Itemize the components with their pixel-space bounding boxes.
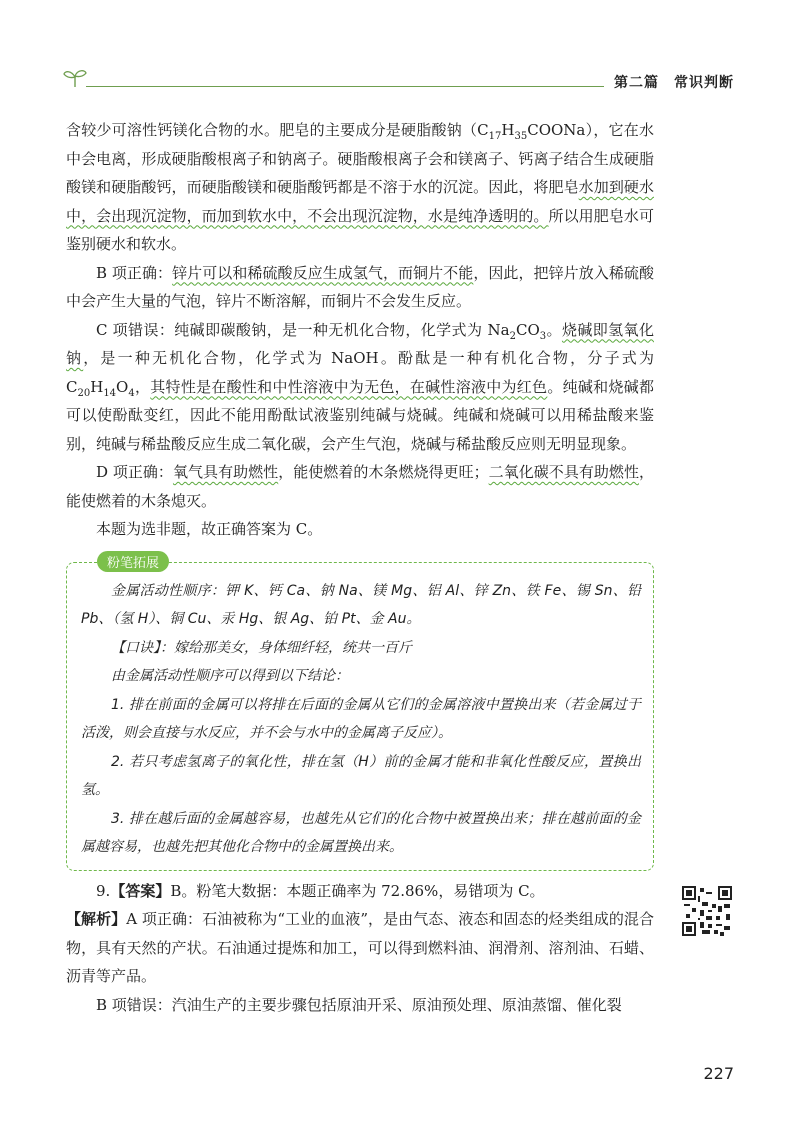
paragraph-soap: 含较少可溶性钙镁化合物的水。肥皂的主要成分是硬脂酸钠$(C_{17}H_{35}COONa)$，它在水中会电离，形成硬脂酸根离子和钠离子。硬脂酸根离子会和镁离子、钙离子结合生成硬脂酸镁和硬脂酸钙，而硬脂酸镁和硬脂酸钙都是不溶于水的沉淀。因此，将肥皂水加到硬水中，会出现沉淀物，而加到软水中，不会出现沉淀物，水是纯净透明的。所以用肥皂水可鉴别硬水和软水。 [66, 121, 655, 253]
section-title: 第二篇 常识判断 [614, 75, 734, 91]
box-line-rule-1: 1. 排在前面的金属可以将排在后面的金属从它们的金属溶液中置换出来（若金属过于活泼，则会直接与水反应，并不会与水中的金属离子反应）。 [81, 696, 641, 741]
extension-badge: 粉笔拓展 [97, 551, 169, 572]
qr-code-icon [682, 886, 732, 936]
paragraph-option-b: B 项正确：锌片可以和稀硫酸反应生成氢气，而铜片不能，因此，把锌片放入稀硫酸中会产生大量的气泡，锌片不断溶解，而铜片不会发生反应。 [66, 263, 654, 310]
page-number: 227 [703, 1064, 734, 1083]
question-9-option-b: B 项错误：汽油生产的主要步骤包括原油开采、原油预处理、原油蒸馏、催化裂 [96, 995, 622, 1014]
header-rule [86, 86, 604, 87]
paragraph-option-c: C 项错误：纯碱即碳酸钠，是一种无机化合物，化学式为 $Na_2CO_3$。烧碱即氢氧化钠，是一种无机化合物，化学式为 NaOH。酚酞是一种有机化合物，分子式为 $C_{20}H_{14}O_4$，其特性是在酸性和中性溶液中为无色，在碱性溶液中为红色。纯碱和烧碱都可以使酚酞变红，因此不能用酚酞试液鉴别纯碱与烧碱。纯碱和烧碱可以用稀盐酸来鉴别，纯碱与稀盐酸反应生成二氧化碳，会产生气泡，烧碱与稀盐酸反应则无明显现象。 [66, 320, 654, 453]
box-line-rule-3: 3. 排在越后面的金属越容易，也越先从它们的化合物中被置换出来；排在越前面的金属越容易，也越先把其他化合物中的金属置换出来。 [81, 810, 641, 855]
paragraph-answer: 本题为选非题，故正确答案为 C。 [96, 520, 323, 538]
question-9-analysis: 【解析】A 项正确：石油被称为“工业的血液”，是由气态、液态和固态的烃类组成的混合物，具有天然的产状。石油通过提炼和加工，可以得到燃料油、润滑剂、溶剂油、石蜡、沥青等产品。 [66, 910, 654, 985]
sprout-icon [62, 68, 88, 88]
box-line-activity-series: 金属活动性顺序：钾 K、钙 Ca、钠 Na、镁 Mg、铝 Al、锌 Zn、铁 Fe、锡 Sn、铅 Pb、（氢 H）、铜 Cu、汞 Hg、银 Ag、铂 Pt、金 Au。 [81, 582, 641, 627]
page-content [66, 116, 654, 1019]
box-line-rule-2: 2. 若只考虑氢离子的氧化性，排在氢（H）前的金属才能和非氧化性酸反应，置换出氢。 [81, 753, 641, 798]
extension-box [66, 555, 654, 871]
question-9-answer: 9.【答案】B。粉笔大数据：本题正确率为 72.86%，易错项为 C。 [96, 881, 545, 900]
page-header [56, 66, 734, 96]
box-line-mnemonic: 【口诀】：嫁给那美女，身体细纤轻，统共一百斤 [111, 639, 412, 656]
paragraph-option-d: D 项正确：氧气具有助燃性，能使燃着的木条燃烧得更旺；二氧化碳不具有助燃性，能使燃着的木条熄灭。 [66, 463, 654, 510]
box-line-intro: 由金属活动性顺序可以得到以下结论： [111, 668, 349, 684]
